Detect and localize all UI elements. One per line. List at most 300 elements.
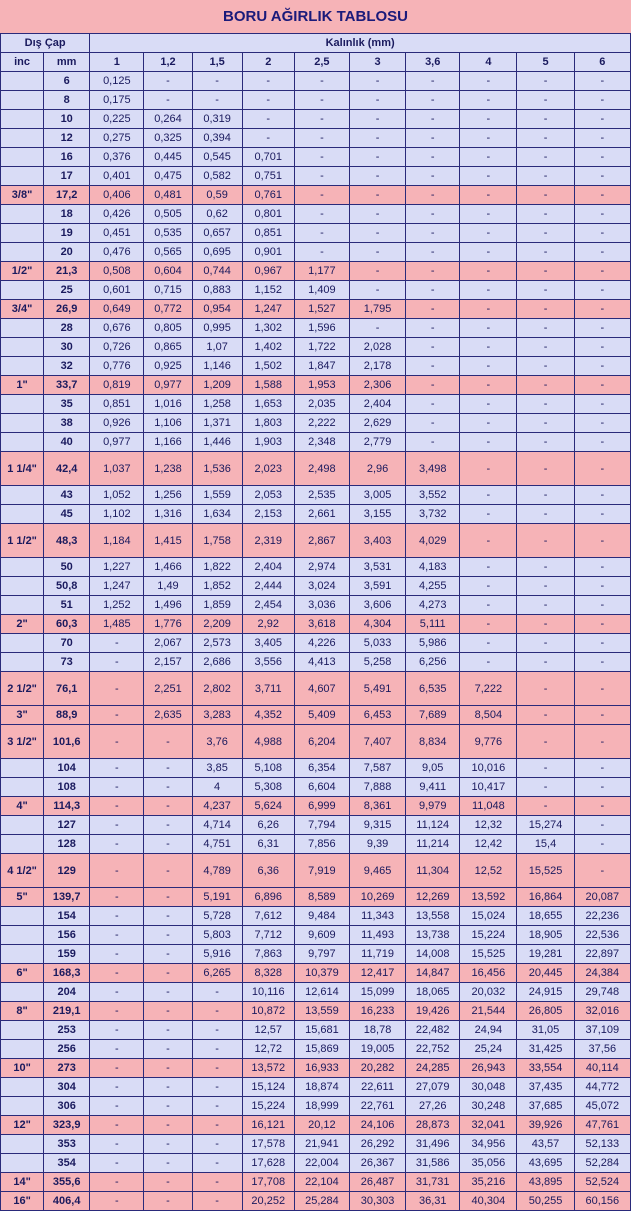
weight-value-cell: 17,578 xyxy=(242,1135,294,1154)
weight-value-cell: 2,635 xyxy=(144,706,192,725)
weight-value-cell: 0,376 xyxy=(90,148,144,167)
weight-value-cell: - xyxy=(90,1097,144,1116)
weight-value-cell: 3,498 xyxy=(406,452,460,486)
weight-value-cell: - xyxy=(90,672,144,706)
weight-value-cell: - xyxy=(90,1135,144,1154)
mm-size-cell: 168,3 xyxy=(44,964,90,983)
inch-size-cell xyxy=(1,778,44,797)
weight-value-cell: - xyxy=(242,91,294,110)
weight-value-cell: 22,897 xyxy=(574,945,630,964)
weight-value-cell: 0,175 xyxy=(90,91,144,110)
mm-size-cell: 128 xyxy=(44,835,90,854)
weight-value-cell: - xyxy=(517,759,574,778)
weight-value-cell: 25,24 xyxy=(460,1040,517,1059)
mm-size-cell: 73 xyxy=(44,653,90,672)
table-row xyxy=(1,1002,631,1021)
mm-size-cell: 30 xyxy=(44,338,90,357)
weight-value-cell: 1,252 xyxy=(90,596,144,615)
weight-value-cell: - xyxy=(294,243,349,262)
weight-value-cell: 5,108 xyxy=(242,759,294,778)
weight-value-cell: - xyxy=(517,634,574,653)
mm-size-cell: 70 xyxy=(44,634,90,653)
weight-value-cell: 8,361 xyxy=(349,797,405,816)
weight-value-cell: 0,394 xyxy=(192,129,242,148)
inch-size-cell xyxy=(1,1154,44,1173)
weight-value-cell: 1,258 xyxy=(192,395,242,414)
weight-value-cell: 2,867 xyxy=(294,524,349,558)
weight-value-cell: 1,903 xyxy=(242,433,294,452)
table-row xyxy=(1,186,631,205)
weight-value-cell: 0,772 xyxy=(144,300,192,319)
weight-value-cell: 26,943 xyxy=(460,1059,517,1078)
mm-size-cell: 43 xyxy=(44,486,90,505)
weight-value-cell: 5,409 xyxy=(294,706,349,725)
header-row-2 xyxy=(1,53,631,72)
table-row xyxy=(1,524,631,558)
weight-value-cell: 3,531 xyxy=(349,558,405,577)
weight-value-cell: 18,655 xyxy=(517,907,574,926)
thickness-col-header: 1 xyxy=(90,53,144,72)
inch-size-cell xyxy=(1,319,44,338)
inch-size-cell: 12" xyxy=(1,1116,44,1135)
weight-value-cell: 1,502 xyxy=(242,357,294,376)
table-row xyxy=(1,759,631,778)
weight-value-cell: 4,029 xyxy=(406,524,460,558)
weight-value-cell: 11,214 xyxy=(406,835,460,854)
weight-value-cell: 3,036 xyxy=(294,596,349,615)
weight-value-cell: 26,487 xyxy=(349,1173,405,1192)
weight-value-cell: 12,52 xyxy=(460,854,517,888)
weight-value-cell: 27,26 xyxy=(406,1097,460,1116)
weight-value-cell: 6,256 xyxy=(406,653,460,672)
weight-value-cell: - xyxy=(574,505,630,524)
mm-size-cell: 159 xyxy=(44,945,90,964)
inch-size-cell xyxy=(1,505,44,524)
weight-value-cell: 31,731 xyxy=(406,1173,460,1192)
mm-size-cell: 40 xyxy=(44,433,90,452)
table-row xyxy=(1,281,631,300)
weight-value-cell: - xyxy=(517,725,574,759)
weight-value-cell: - xyxy=(517,672,574,706)
weight-value-cell: 25,284 xyxy=(294,1192,349,1211)
weight-value-cell: 0,601 xyxy=(90,281,144,300)
weight-value-cell: 1,152 xyxy=(242,281,294,300)
weight-value-cell: 4,226 xyxy=(294,634,349,653)
weight-value-cell: 3,283 xyxy=(192,706,242,725)
weight-value-cell: 5,986 xyxy=(406,634,460,653)
inch-size-cell: 3/4" xyxy=(1,300,44,319)
weight-value-cell: 52,133 xyxy=(574,1135,630,1154)
weight-value-cell: - xyxy=(90,926,144,945)
weight-value-cell: - xyxy=(517,186,574,205)
table-row xyxy=(1,945,631,964)
mm-size-cell: 154 xyxy=(44,907,90,926)
weight-value-cell: - xyxy=(349,281,405,300)
weight-value-cell: 6,604 xyxy=(294,778,349,797)
weight-value-cell: 44,772 xyxy=(574,1078,630,1097)
mm-size-cell: 127 xyxy=(44,816,90,835)
mm-size-cell: 256 xyxy=(44,1040,90,1059)
weight-value-cell: 10,379 xyxy=(294,964,349,983)
weight-value-cell: 2,573 xyxy=(192,634,242,653)
weight-value-cell: 15,869 xyxy=(294,1040,349,1059)
inch-size-cell: 3" xyxy=(1,706,44,725)
weight-value-cell: 1,102 xyxy=(90,505,144,524)
weight-value-cell: - xyxy=(574,524,630,558)
weight-value-cell: - xyxy=(460,167,517,186)
weight-value-cell: 12,614 xyxy=(294,983,349,1002)
weight-value-cell: 1,588 xyxy=(242,376,294,395)
inch-size-cell: 1" xyxy=(1,376,44,395)
weight-value-cell: 12,269 xyxy=(406,888,460,907)
weight-value-cell: 14,847 xyxy=(406,964,460,983)
mm-size-cell: 51 xyxy=(44,596,90,615)
mm-size-cell: 355,6 xyxy=(44,1173,90,1192)
weight-value-cell: - xyxy=(460,634,517,653)
weight-value-cell: 15,4 xyxy=(517,835,574,854)
weight-value-cell: 0,883 xyxy=(192,281,242,300)
weight-value-cell: 5,491 xyxy=(349,672,405,706)
inch-size-cell: 6" xyxy=(1,964,44,983)
weight-value-cell: 4,255 xyxy=(406,577,460,596)
weight-value-cell: - xyxy=(460,281,517,300)
weight-value-cell: - xyxy=(460,653,517,672)
weight-value-cell: - xyxy=(574,205,630,224)
weight-value-cell: 18,874 xyxy=(294,1078,349,1097)
weight-value-cell: 0,445 xyxy=(144,148,192,167)
mm-size-cell: 8 xyxy=(44,91,90,110)
weight-value-cell: - xyxy=(90,706,144,725)
weight-value-cell: - xyxy=(90,888,144,907)
weight-value-cell: 14,008 xyxy=(406,945,460,964)
inch-size-cell xyxy=(1,357,44,376)
weight-value-cell: 5,624 xyxy=(242,797,294,816)
mm-size-cell: 45 xyxy=(44,505,90,524)
weight-value-cell: 1,758 xyxy=(192,524,242,558)
weight-value-cell: 0,125 xyxy=(90,72,144,91)
weight-value-cell: 0,977 xyxy=(90,433,144,452)
weight-value-cell: 3,591 xyxy=(349,577,405,596)
weight-value-cell: - xyxy=(144,835,192,854)
weight-value-cell: 16,933 xyxy=(294,1059,349,1078)
weight-value-cell: 60,156 xyxy=(574,1192,630,1211)
table-row xyxy=(1,596,631,615)
weight-value-cell: - xyxy=(517,243,574,262)
weight-value-cell: - xyxy=(192,1173,242,1192)
weight-value-cell: 2,028 xyxy=(349,338,405,357)
weight-value-cell: - xyxy=(144,725,192,759)
weight-value-cell: - xyxy=(460,376,517,395)
weight-value-cell: 3,556 xyxy=(242,653,294,672)
weight-value-cell: 20,282 xyxy=(349,1059,405,1078)
weight-value-cell: - xyxy=(144,1078,192,1097)
weight-value-cell: 2,153 xyxy=(242,505,294,524)
mm-size-cell: 16 xyxy=(44,148,90,167)
weight-value-cell: - xyxy=(460,262,517,281)
weight-value-cell: - xyxy=(406,224,460,243)
weight-value-cell: 1,177 xyxy=(294,262,349,281)
weight-value-cell: - xyxy=(406,262,460,281)
weight-value-cell: 0,805 xyxy=(144,319,192,338)
table-row xyxy=(1,338,631,357)
weight-value-cell: 19,281 xyxy=(517,945,574,964)
weight-value-cell: - xyxy=(574,672,630,706)
weight-value-cell: 0,851 xyxy=(90,395,144,414)
weight-value-cell: 1,409 xyxy=(294,281,349,300)
weight-value-cell: 5,728 xyxy=(192,907,242,926)
weight-value-cell: - xyxy=(144,854,192,888)
weight-value-cell: - xyxy=(144,759,192,778)
weight-value-cell: 40,304 xyxy=(460,1192,517,1211)
mm-size-cell: 101,6 xyxy=(44,725,90,759)
weight-value-cell: - xyxy=(90,1002,144,1021)
weight-value-cell: 7,612 xyxy=(242,907,294,926)
weight-value-cell: 0,676 xyxy=(90,319,144,338)
weight-value-cell: 3,155 xyxy=(349,505,405,524)
mm-size-cell: 304 xyxy=(44,1078,90,1097)
weight-value-cell: - xyxy=(406,129,460,148)
weight-value-cell: 8,834 xyxy=(406,725,460,759)
inch-size-cell xyxy=(1,1097,44,1116)
weight-value-cell: 20,445 xyxy=(517,964,574,983)
inch-size-cell xyxy=(1,907,44,926)
weight-value-cell: 0,776 xyxy=(90,357,144,376)
weight-value-cell: 0,476 xyxy=(90,243,144,262)
weight-value-cell: 9,797 xyxy=(294,945,349,964)
weight-value-cell: 11,304 xyxy=(406,854,460,888)
weight-value-cell: 9,776 xyxy=(460,725,517,759)
weight-value-cell: 4,789 xyxy=(192,854,242,888)
weight-value-cell: 2,535 xyxy=(294,486,349,505)
weight-value-cell: 9,465 xyxy=(349,854,405,888)
weight-value-cell: - xyxy=(242,110,294,129)
weight-value-cell: 2,92 xyxy=(242,615,294,634)
weight-value-cell: - xyxy=(192,1154,242,1173)
weight-value-cell: 1,527 xyxy=(294,300,349,319)
weight-value-cell: - xyxy=(144,1040,192,1059)
weight-value-cell: 43,695 xyxy=(517,1154,574,1173)
inch-size-cell: 5" xyxy=(1,888,44,907)
weight-value-cell: - xyxy=(517,577,574,596)
weight-value-cell: 15,681 xyxy=(294,1021,349,1040)
table-row xyxy=(1,433,631,452)
weight-value-cell: - xyxy=(460,433,517,452)
weight-value-cell: 1,052 xyxy=(90,486,144,505)
weight-value-cell: - xyxy=(574,72,630,91)
weight-value-cell: 2,498 xyxy=(294,452,349,486)
weight-value-cell: 4,714 xyxy=(192,816,242,835)
weight-value-cell: - xyxy=(460,129,517,148)
weight-value-cell: - xyxy=(517,110,574,129)
mm-size-cell: 139,7 xyxy=(44,888,90,907)
mm-size-cell: 88,9 xyxy=(44,706,90,725)
weight-value-cell: 40,114 xyxy=(574,1059,630,1078)
weight-value-cell: 0,505 xyxy=(144,205,192,224)
weight-value-cell: - xyxy=(460,338,517,357)
weight-value-cell: 0,926 xyxy=(90,414,144,433)
inch-size-cell xyxy=(1,395,44,414)
weight-value-cell: - xyxy=(192,1192,242,1211)
table-row xyxy=(1,129,631,148)
weight-value-cell: - xyxy=(192,1040,242,1059)
mm-size-cell: 50 xyxy=(44,558,90,577)
weight-value-cell: 3,85 xyxy=(192,759,242,778)
weight-value-cell: - xyxy=(574,319,630,338)
weight-value-cell: 2,023 xyxy=(242,452,294,486)
weight-value-cell: - xyxy=(294,186,349,205)
weight-value-cell: 1,446 xyxy=(192,433,242,452)
weight-value-cell: - xyxy=(90,835,144,854)
weight-value-cell: 0,319 xyxy=(192,110,242,129)
weight-value-cell: 2,404 xyxy=(242,558,294,577)
inch-size-cell: 16" xyxy=(1,1192,44,1211)
weight-value-cell: - xyxy=(574,596,630,615)
weight-value-cell: 0,977 xyxy=(144,376,192,395)
inch-size-cell: 1/2" xyxy=(1,262,44,281)
weight-value-cell: - xyxy=(460,395,517,414)
weight-value-cell: 34,956 xyxy=(460,1135,517,1154)
weight-value-cell: 10,269 xyxy=(349,888,405,907)
weight-value-cell: - xyxy=(517,262,574,281)
weight-value-cell: - xyxy=(517,319,574,338)
weight-value-cell: 32,041 xyxy=(460,1116,517,1135)
weight-value-cell: - xyxy=(574,634,630,653)
weight-value-cell: - xyxy=(574,357,630,376)
weight-value-cell: 24,384 xyxy=(574,964,630,983)
weight-value-cell: 21,941 xyxy=(294,1135,349,1154)
table-row xyxy=(1,577,631,596)
inch-size-cell: 3 1/2" xyxy=(1,725,44,759)
weight-value-cell: 2,251 xyxy=(144,672,192,706)
weight-value-cell: - xyxy=(460,243,517,262)
weight-value-cell: 12,32 xyxy=(460,816,517,835)
weight-value-cell: - xyxy=(574,129,630,148)
weight-value-cell: - xyxy=(517,797,574,816)
weight-value-cell: - xyxy=(517,653,574,672)
table-row xyxy=(1,634,631,653)
weight-value-cell: - xyxy=(90,778,144,797)
weight-value-cell: 18,905 xyxy=(517,926,574,945)
weight-value-cell: 19,426 xyxy=(406,1002,460,1021)
inch-size-cell xyxy=(1,281,44,300)
thickness-col-header: 1,5 xyxy=(192,53,242,72)
inch-size-cell xyxy=(1,983,44,1002)
mm-size-cell: 32 xyxy=(44,357,90,376)
weight-value-cell: 12,72 xyxy=(242,1040,294,1059)
weight-value-cell: 8,589 xyxy=(294,888,349,907)
weight-value-cell: - xyxy=(574,91,630,110)
inch-size-cell xyxy=(1,433,44,452)
weight-value-cell: 1,596 xyxy=(294,319,349,338)
weight-value-cell: 3,552 xyxy=(406,486,460,505)
weight-value-cell: 4,183 xyxy=(406,558,460,577)
weight-value-cell: - xyxy=(574,854,630,888)
weight-value-cell: 0,995 xyxy=(192,319,242,338)
inch-size-cell: 2" xyxy=(1,615,44,634)
weight-value-cell: 8,504 xyxy=(460,706,517,725)
mm-size-cell: 10 xyxy=(44,110,90,129)
weight-value-cell: 37,685 xyxy=(517,1097,574,1116)
weight-value-cell: 37,435 xyxy=(517,1078,574,1097)
inch-size-cell xyxy=(1,148,44,167)
weight-value-cell: 2,157 xyxy=(144,653,192,672)
weight-value-cell: 2,053 xyxy=(242,486,294,505)
weight-value-cell: 3,711 xyxy=(242,672,294,706)
inch-size-cell xyxy=(1,634,44,653)
weight-value-cell: 8,328 xyxy=(242,964,294,983)
weight-value-cell: 2,802 xyxy=(192,672,242,706)
weight-value-cell: - xyxy=(406,281,460,300)
inch-size-cell xyxy=(1,596,44,615)
weight-value-cell: 0,275 xyxy=(90,129,144,148)
weight-value-cell: - xyxy=(90,1192,144,1211)
inch-size-cell xyxy=(1,1078,44,1097)
table-row xyxy=(1,91,631,110)
thickness-col-header: 2,5 xyxy=(294,53,349,72)
inch-size-cell xyxy=(1,243,44,262)
inch-size-cell xyxy=(1,816,44,835)
weight-value-cell: 1,247 xyxy=(242,300,294,319)
mm-size-cell: 17 xyxy=(44,167,90,186)
thickness-col-header: 1,2 xyxy=(144,53,192,72)
weight-value-cell: 29,748 xyxy=(574,983,630,1002)
table-row xyxy=(1,167,631,186)
thickness-col-header: 3,6 xyxy=(406,53,460,72)
weight-value-cell: 11,493 xyxy=(349,926,405,945)
weight-value-cell: - xyxy=(294,110,349,129)
weight-value-cell: 17,708 xyxy=(242,1173,294,1192)
weight-value-cell: - xyxy=(574,558,630,577)
inch-size-cell xyxy=(1,945,44,964)
weight-value-cell: 0,801 xyxy=(242,205,294,224)
table-row xyxy=(1,854,631,888)
weight-value-cell: 24,94 xyxy=(460,1021,517,1040)
weight-value-cell: 1,227 xyxy=(90,558,144,577)
weight-value-cell: 0,582 xyxy=(192,167,242,186)
thickness-col-header: 4 xyxy=(460,53,517,72)
weight-value-cell: 31,586 xyxy=(406,1154,460,1173)
weight-value-cell: 1,184 xyxy=(90,524,144,558)
weight-value-cell: 0,819 xyxy=(90,376,144,395)
weight-value-cell: - xyxy=(460,505,517,524)
weight-value-cell: - xyxy=(460,91,517,110)
table-row xyxy=(1,725,631,759)
weight-value-cell: - xyxy=(144,797,192,816)
weight-value-cell: 2,404 xyxy=(349,395,405,414)
weight-value-cell: 16,864 xyxy=(517,888,574,907)
weight-value-cell: - xyxy=(144,1116,192,1135)
mm-size-cell: 18 xyxy=(44,205,90,224)
weight-value-cell: 27,079 xyxy=(406,1078,460,1097)
weight-value-cell: 6,354 xyxy=(294,759,349,778)
weight-value-cell: - xyxy=(90,983,144,1002)
weight-value-cell: - xyxy=(574,414,630,433)
weight-value-cell: 3,024 xyxy=(294,577,349,596)
mm-size-cell: 33,7 xyxy=(44,376,90,395)
weight-value-cell: 4,607 xyxy=(294,672,349,706)
weight-value-cell: - xyxy=(144,907,192,926)
weight-value-cell: - xyxy=(406,110,460,129)
weight-value-cell: 13,738 xyxy=(406,926,460,945)
weight-value-cell: 1,415 xyxy=(144,524,192,558)
weight-value-cell: 3,76 xyxy=(192,725,242,759)
weight-value-cell: - xyxy=(406,186,460,205)
weight-value-cell: 26,805 xyxy=(517,1002,574,1021)
weight-value-cell: - xyxy=(90,653,144,672)
weight-value-cell: 3,732 xyxy=(406,505,460,524)
weight-value-cell: 37,109 xyxy=(574,1021,630,1040)
inch-size-cell: 14" xyxy=(1,1173,44,1192)
